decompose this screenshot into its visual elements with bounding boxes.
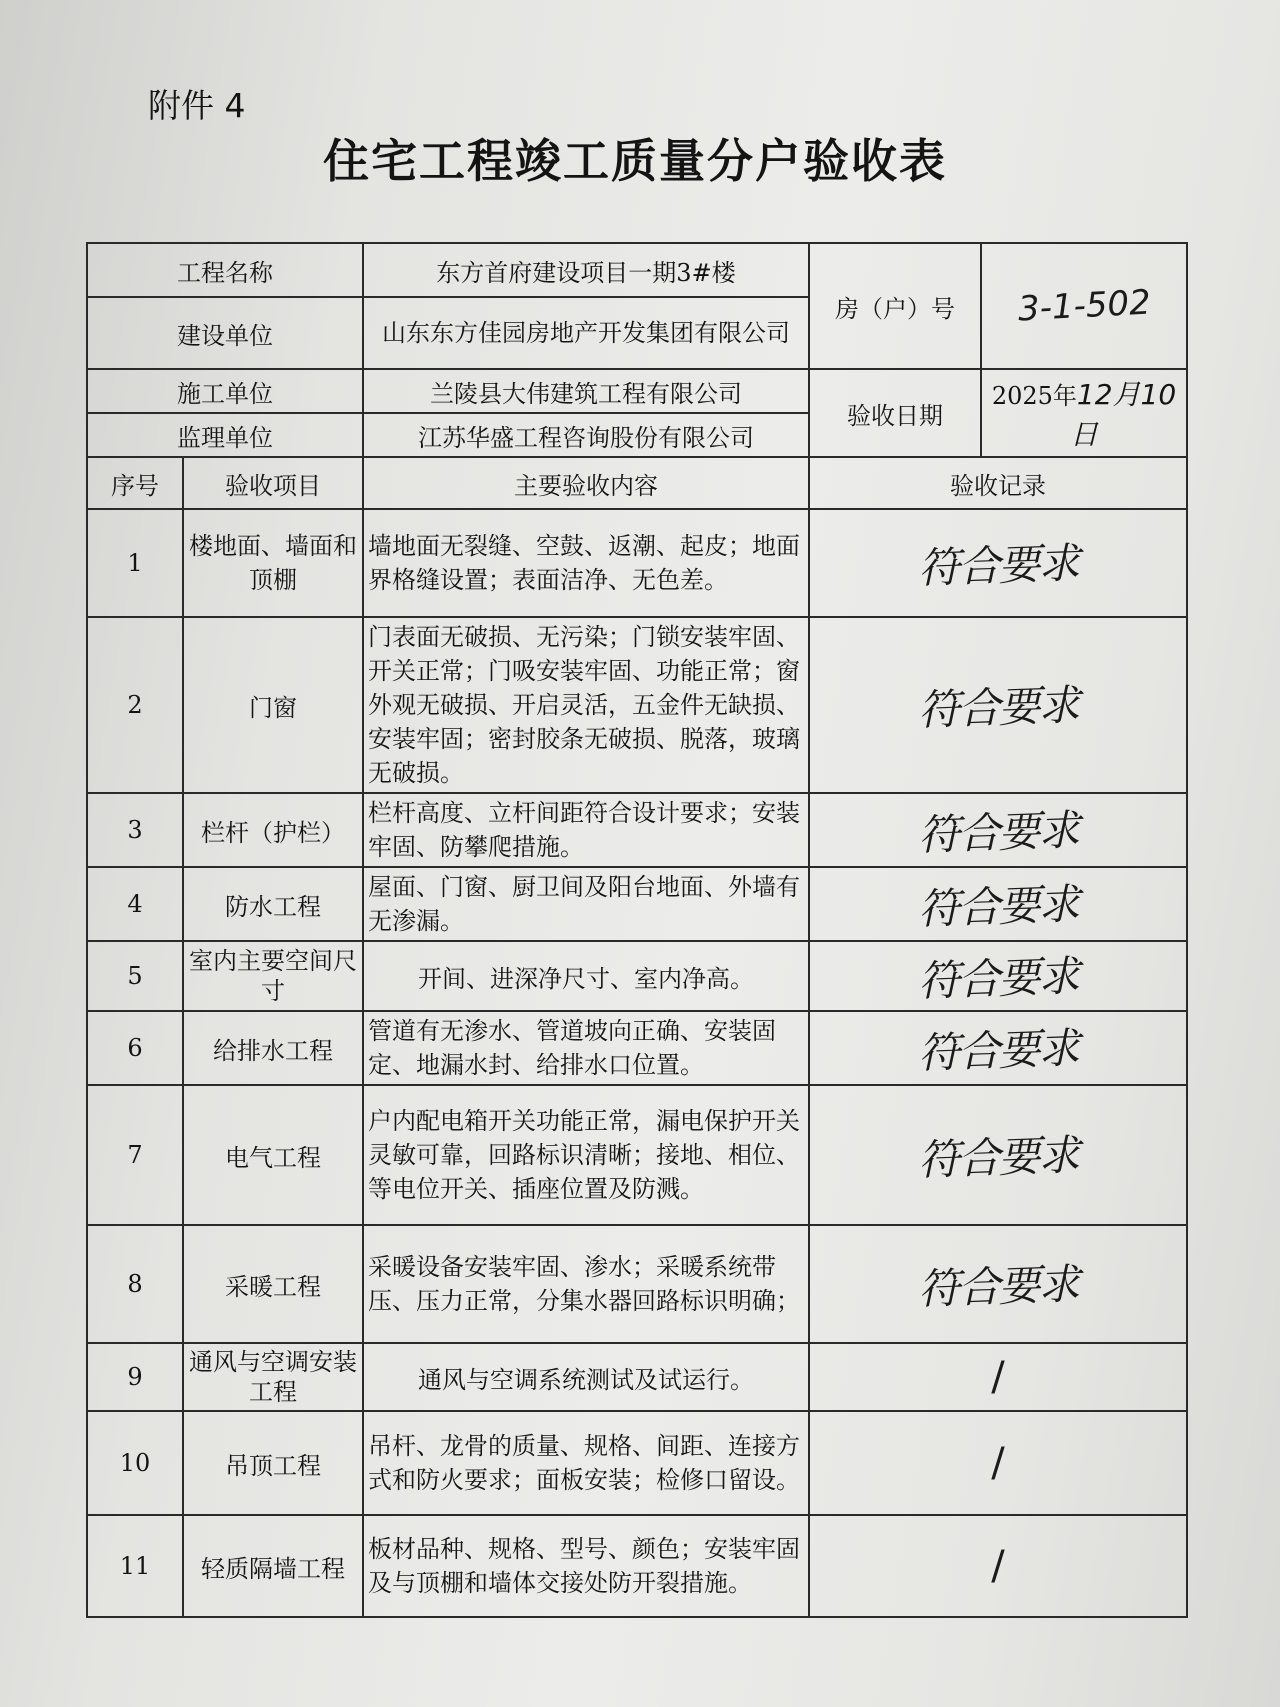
row-item: 室内主要空间尺寸 [183,941,363,1011]
table-row [87,1085,1187,1225]
row-content: 门表面无破损、无污染；门锁安装牢固、开关正常；门吸安装牢固、功能正常；窗外观无破损、开启灵活，五金件无缺损、 安装牢固；密封胶条无破损、脱落，玻璃无破损。 [363,617,809,793]
row-item: 轻质隔墙工程 [183,1515,363,1617]
table-row [87,509,1187,617]
room-no-label: 房（户）号 [809,243,981,369]
table-row [87,1225,1187,1343]
record-handwriting: 符合要求 [917,680,1079,735]
row-record [809,1011,1187,1085]
row-record [809,941,1187,1011]
developer-value: 山东东方佳园房地产开发集团有限公司 [363,297,809,369]
col-item-header: 验收项目 [183,457,363,509]
row-record [809,617,1187,793]
row-item: 防水工程 [183,867,363,941]
row-no: 11 [87,1515,183,1617]
col-record-header: 验收记录 [809,457,1187,509]
record-slash-mark: / [991,1543,1005,1589]
record-handwriting: 符合要求 [917,1259,1079,1314]
table-row [87,1411,1187,1515]
row-content: 开间、进深净尺寸、室内净高。 [363,941,809,1011]
table-row [87,1515,1187,1617]
acceptance-table [86,242,1188,1618]
row-no: 5 [87,941,183,1011]
row-record [809,1411,1187,1515]
row-no: 10 [87,1411,183,1515]
row-no: 3 [87,793,183,867]
table-row [87,793,1187,867]
table-row [87,617,1187,793]
row-record [809,1515,1187,1617]
row-no: 2 [87,617,183,793]
record-handwriting: 符合要求 [917,1023,1079,1078]
col-no-header: 序号 [87,457,183,509]
row-record [809,1343,1187,1411]
table-row [87,1011,1187,1085]
row-content: 采暖设备安装牢固、渗水；采暖系统带压、压力正常，分集水器回路标识明确； [363,1225,809,1343]
table-row [87,867,1187,941]
date-month-day-handwriting: 12月10日 [1069,378,1177,451]
project-name-value: 东方首府建设项目一期3#楼 [363,243,809,297]
contractor-value: 兰陵县大伟建筑工程有限公司 [363,369,809,413]
row-no: 1 [87,509,183,617]
record-handwriting: 符合要求 [917,879,1079,934]
row-no: 6 [87,1011,183,1085]
row-content: 吊杆、龙骨的质量、规格、间距、连接方式和防火要求；面板安装；检修口留设。 [363,1411,809,1515]
row-item: 门窗 [183,617,363,793]
contractor-label: 施工单位 [87,369,363,413]
row-item: 通风与空调安装工程 [183,1343,363,1411]
row-content: 栏杆高度、立杆间距符合设计要求；安装牢固、防攀爬措施。 [363,793,809,867]
row-content: 墙地面无裂缝、空鼓、返潮、起皮；地面界格缝设置；表面洁净、无色差。 [363,509,809,617]
table-row [87,1343,1187,1411]
table-row [87,941,1187,1011]
row-content: 通风与空调系统测试及试运行。 [363,1343,809,1411]
row-record [809,509,1187,617]
project-name-label: 工程名称 [87,243,363,297]
row-item: 电气工程 [183,1085,363,1225]
row-item: 楼地面、墙面和顶棚 [183,509,363,617]
record-handwriting: 符合要求 [917,805,1079,860]
row-no: 9 [87,1343,183,1411]
date-year: 2025年 [991,382,1077,410]
developer-label: 建设单位 [87,297,363,369]
row-content: 板材品种、规格、型号、颜色；安装牢固及与顶棚和墙体交接处防开裂措施。 [363,1515,809,1617]
row-no: 4 [87,867,183,941]
record-handwriting: 符合要求 [917,538,1079,593]
row-no: 8 [87,1225,183,1343]
header-row-contractor [87,369,1187,413]
supervisor-label: 监理单位 [87,413,363,457]
row-record [809,867,1187,941]
column-header-row [87,457,1187,509]
room-no-value [981,243,1187,369]
record-handwriting: 符合要求 [917,951,1079,1006]
record-slash-mark: / [991,1354,1005,1400]
row-record [809,1085,1187,1225]
row-content: 屋面、门窗、厨卫间及阳台地面、外墙有无渗漏。 [363,867,809,941]
row-item: 吊顶工程 [183,1411,363,1515]
row-record [809,793,1187,867]
row-record [809,1225,1187,1343]
row-item: 栏杆（护栏） [183,793,363,867]
row-content: 户内配电箱开关功能正常，漏电保护开关灵敏可靠，回路标识清晰；接地、相位、等电位开关、插座位置及防溅。 [363,1085,809,1225]
supervisor-value: 江苏华盛工程咨询股份有限公司 [363,413,809,457]
record-handwriting: 符合要求 [917,1130,1079,1185]
record-slash-mark: / [991,1440,1005,1486]
row-content: 管道有无渗水、管道坡向正确、安装固定、地漏水封、给排水口位置。 [363,1011,809,1085]
row-item: 采暖工程 [183,1225,363,1343]
attachment-label: 附件 4 [148,86,246,125]
acceptance-date-value [981,369,1187,457]
row-no: 7 [87,1085,183,1225]
room-no-handwriting: 3-1-502 [1016,282,1152,330]
page-title: 住宅工程竣工质量分户验收表 [323,134,947,188]
row-item: 给排水工程 [183,1011,363,1085]
col-content-header: 主要验收内容 [363,457,809,509]
header-row-project [87,243,1187,297]
acceptance-date-label: 验收日期 [809,369,981,457]
